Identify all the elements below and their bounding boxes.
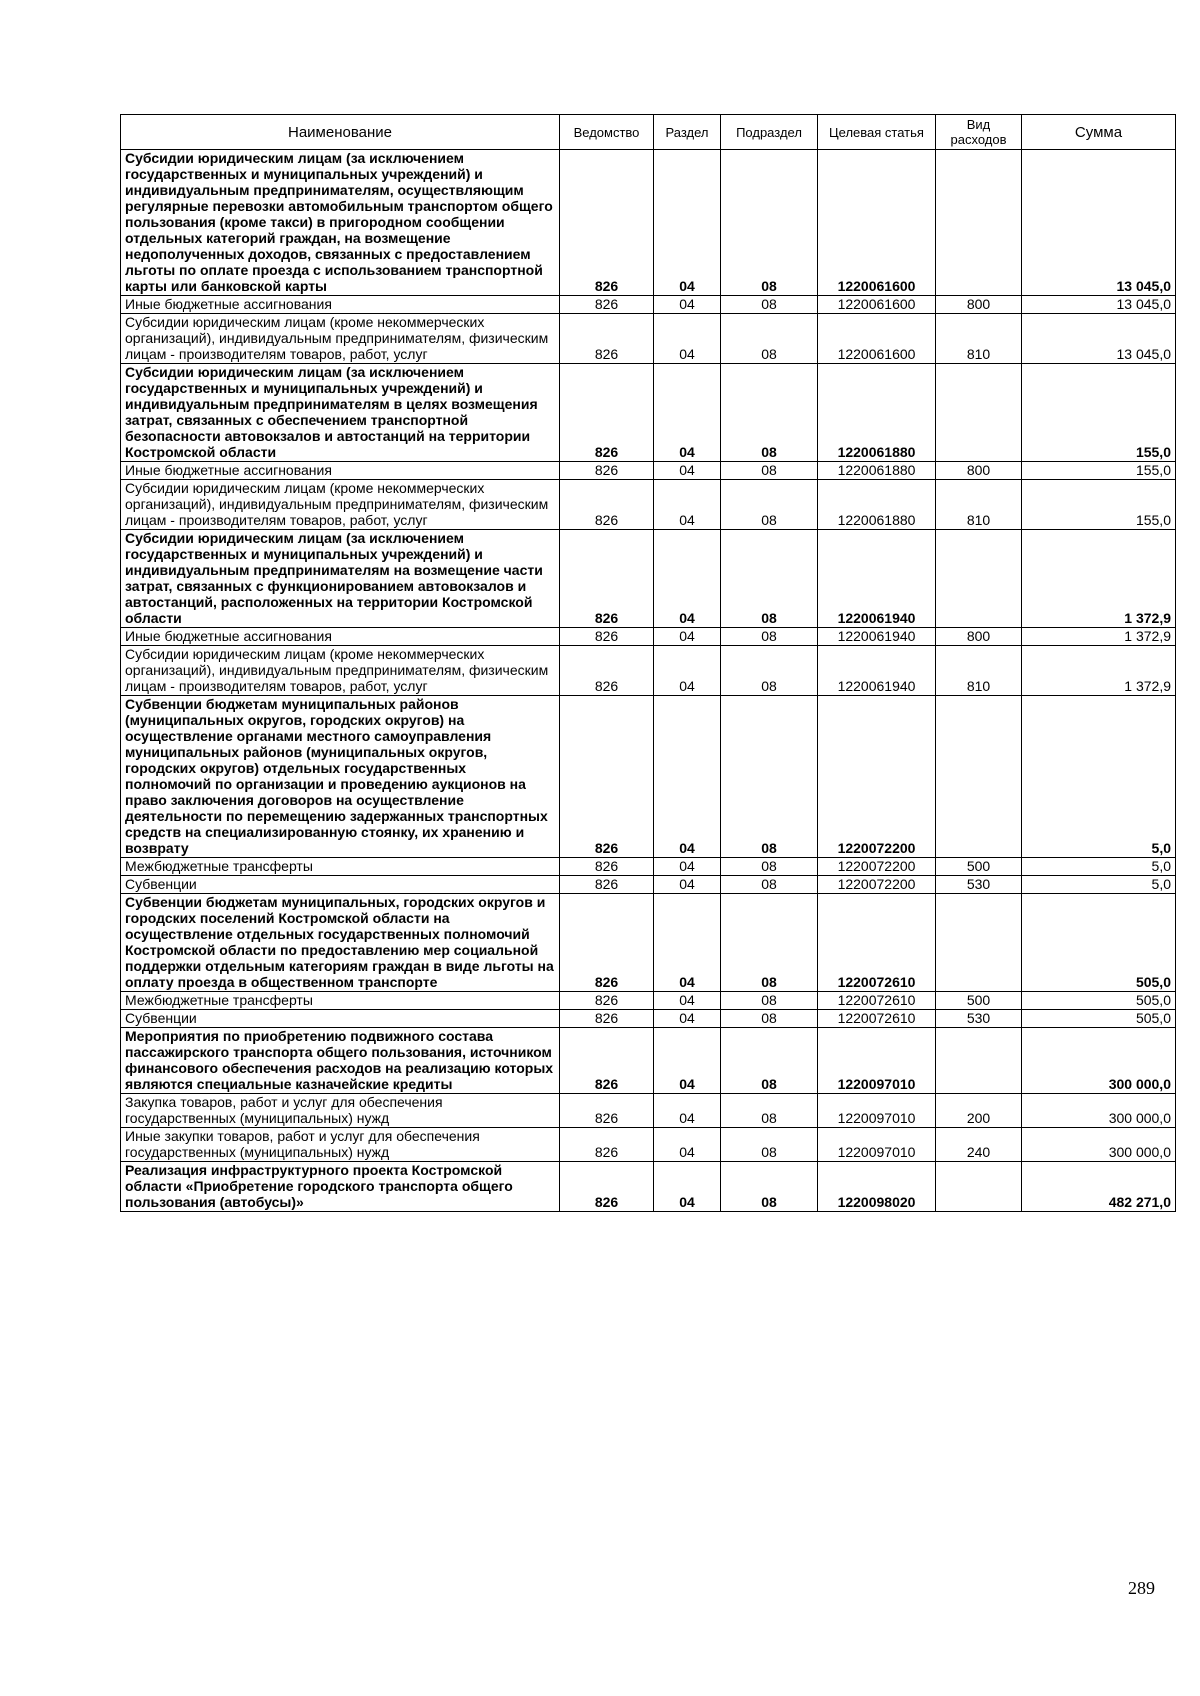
- cell-department: 826: [560, 876, 654, 894]
- cell-expense-type: 810: [936, 480, 1022, 530]
- cell-amount: 13 045,0: [1022, 296, 1176, 314]
- cell-expense-type: [936, 530, 1022, 628]
- cell-section: 04: [654, 1094, 721, 1128]
- cell-section: 04: [654, 314, 721, 364]
- header-row: [121, 115, 1176, 150]
- cell-section: 04: [654, 876, 721, 894]
- cell-amount: 155,0: [1022, 462, 1176, 480]
- cell-target-item: 1220098020: [818, 1162, 936, 1212]
- cell-section: 04: [654, 462, 721, 480]
- cell-name: Закупка товаров, работ и услуг для обеспечения государственных (муниципальных) нужд: [121, 1094, 560, 1128]
- cell-section: 04: [654, 858, 721, 876]
- cell-expense-type: 800: [936, 628, 1022, 646]
- table-row: [121, 646, 1176, 696]
- cell-subsection: 08: [721, 1010, 818, 1028]
- table-row: [121, 1094, 1176, 1128]
- cell-section: 04: [654, 1010, 721, 1028]
- table-row: [121, 1128, 1176, 1162]
- cell-target-item: 1220072610: [818, 1010, 936, 1028]
- cell-department: 826: [560, 530, 654, 628]
- cell-target-item: 1220061940: [818, 530, 936, 628]
- cell-name: Субвенции: [121, 876, 560, 894]
- cell-target-item: 1220061600: [818, 314, 936, 364]
- cell-target-item: 1220072610: [818, 992, 936, 1010]
- cell-expense-type: 530: [936, 876, 1022, 894]
- cell-amount: 1 372,9: [1022, 646, 1176, 696]
- cell-section: 04: [654, 646, 721, 696]
- cell-expense-type: [936, 1162, 1022, 1212]
- cell-name: Субвенции бюджетам муниципальных, городских округов и городских поселений Костромской области на осуществление отдельных государственных полномочий Костромской области по предоставлению мер социальной поддержки отдельным категориям граждан в виде льготы на оплату проезда в общественном транспорте: [121, 894, 560, 992]
- cell-amount: 155,0: [1022, 364, 1176, 462]
- cell-amount: 505,0: [1022, 894, 1176, 992]
- cell-expense-type: 500: [936, 858, 1022, 876]
- cell-subsection: 08: [721, 1128, 818, 1162]
- cell-target-item: 1220072200: [818, 876, 936, 894]
- cell-target-item: 1220061600: [818, 296, 936, 314]
- table-row: [121, 314, 1176, 364]
- cell-expense-type: [936, 1028, 1022, 1094]
- cell-name: Субсидии юридическим лицам (за исключением государственных и муниципальных учреждений) и индивидуальным предпринимателям в целях возмещения затрат, связанных с обеспечением транспортной безопасности автовокзалов и автостанций на территории Костромской области: [121, 364, 560, 462]
- cell-name: Субсидии юридическим лицам (кроме некоммерческих организаций), индивидуальным предпринимателям, физическим лицам - производителям товаров, работ, услуг: [121, 314, 560, 364]
- header-amount: Сумма: [1022, 115, 1176, 150]
- table-row: [121, 1162, 1176, 1212]
- cell-target-item: 1220061880: [818, 480, 936, 530]
- cell-name: Субсидии юридическим лицам (кроме некоммерческих организаций), индивидуальным предпринимателям, физическим лицам - производителям товаров, работ, услуг: [121, 646, 560, 696]
- cell-subsection: 08: [721, 992, 818, 1010]
- cell-expense-type: 200: [936, 1094, 1022, 1128]
- cell-amount: 505,0: [1022, 1010, 1176, 1028]
- cell-subsection: 08: [721, 296, 818, 314]
- cell-target-item: 1220072610: [818, 894, 936, 992]
- table-row: [121, 876, 1176, 894]
- cell-expense-type: 530: [936, 1010, 1022, 1028]
- cell-section: 04: [654, 1028, 721, 1094]
- cell-department: 826: [560, 1028, 654, 1094]
- cell-amount: 5,0: [1022, 696, 1176, 858]
- page-number: 289: [1128, 1578, 1155, 1598]
- table-row: [121, 858, 1176, 876]
- cell-target-item: 1220061940: [818, 628, 936, 646]
- cell-expense-type: 500: [936, 992, 1022, 1010]
- cell-name: Субвенции: [121, 1010, 560, 1028]
- cell-name: Субсидии юридическим лицам (за исключением государственных и муниципальных учреждений) и индивидуальным предпринимателям, осуществляющим регулярные перевозки автомобильным транспортом общего пользования (кроме такси) в пригородном сообщении отдельных категорий граждан, на возмещение недополученных доходов, связанных с предоставлением льготы по оплате проезда с использованием транспортной карты или банковской карты: [121, 150, 560, 296]
- cell-department: 826: [560, 858, 654, 876]
- table-row: [121, 696, 1176, 858]
- header-subsection: Подраздел: [721, 115, 818, 150]
- cell-name: Иные закупки товаров, работ и услуг для обеспечения государственных (муниципальных) нужд: [121, 1128, 560, 1162]
- cell-target-item: 1220061940: [818, 646, 936, 696]
- cell-name: Иные бюджетные ассигнования: [121, 296, 560, 314]
- cell-target-item: 1220061880: [818, 364, 936, 462]
- cell-name: Субсидии юридическим лицам (за исключением государственных и муниципальных учреждений) и индивидуальным предпринимателям на возмещение части затрат, связанных с функционированием автовокзалов и автостанций, расположенных на территории Костромской области: [121, 530, 560, 628]
- header-department: Ведомство: [560, 115, 654, 150]
- cell-department: 826: [560, 296, 654, 314]
- table-row: [121, 364, 1176, 462]
- cell-section: 04: [654, 364, 721, 462]
- cell-subsection: 08: [721, 462, 818, 480]
- cell-section: 04: [654, 628, 721, 646]
- cell-amount: 155,0: [1022, 480, 1176, 530]
- header-expense-type: Вид расходов: [936, 115, 1022, 150]
- cell-subsection: 08: [721, 894, 818, 992]
- cell-section: 04: [654, 480, 721, 530]
- cell-expense-type: [936, 894, 1022, 992]
- table-row: [121, 628, 1176, 646]
- cell-subsection: 08: [721, 628, 818, 646]
- cell-amount: 482 271,0: [1022, 1162, 1176, 1212]
- table-row: [121, 1010, 1176, 1028]
- cell-section: 04: [654, 1128, 721, 1162]
- cell-section: 04: [654, 992, 721, 1010]
- cell-target-item: 1220097010: [818, 1028, 936, 1094]
- cell-name: Межбюджетные трансферты: [121, 992, 560, 1010]
- table-header: [121, 115, 1176, 150]
- cell-subsection: 08: [721, 696, 818, 858]
- cell-subsection: 08: [721, 646, 818, 696]
- cell-subsection: 08: [721, 876, 818, 894]
- cell-expense-type: 810: [936, 314, 1022, 364]
- cell-target-item: 1220072200: [818, 858, 936, 876]
- cell-department: 826: [560, 894, 654, 992]
- table-row: [121, 1028, 1176, 1094]
- cell-expense-type: [936, 150, 1022, 296]
- cell-amount: 5,0: [1022, 858, 1176, 876]
- cell-department: 826: [560, 646, 654, 696]
- cell-department: 826: [560, 314, 654, 364]
- table-body: [121, 150, 1176, 1212]
- cell-expense-type: 810: [936, 646, 1022, 696]
- cell-section: 04: [654, 894, 721, 992]
- cell-subsection: 08: [721, 364, 818, 462]
- cell-department: 826: [560, 1094, 654, 1128]
- cell-name: Мероприятия по приобретению подвижного состава пассажирского транспорта общего пользования, источником финансового обеспечения расходов на реализацию которых являются специальные казначейские кредиты: [121, 1028, 560, 1094]
- cell-department: 826: [560, 462, 654, 480]
- cell-section: 04: [654, 1162, 721, 1212]
- cell-subsection: 08: [721, 480, 818, 530]
- cell-department: 826: [560, 628, 654, 646]
- cell-section: 04: [654, 696, 721, 858]
- cell-target-item: 1220072200: [818, 696, 936, 858]
- cell-subsection: 08: [721, 530, 818, 628]
- table-row: [121, 150, 1176, 296]
- cell-amount: 5,0: [1022, 876, 1176, 894]
- cell-name: Иные бюджетные ассигнования: [121, 462, 560, 480]
- cell-department: 826: [560, 696, 654, 858]
- cell-expense-type: 240: [936, 1128, 1022, 1162]
- cell-department: 826: [560, 1010, 654, 1028]
- cell-department: 826: [560, 480, 654, 530]
- cell-amount: 300 000,0: [1022, 1128, 1176, 1162]
- cell-department: 826: [560, 364, 654, 462]
- cell-section: 04: [654, 150, 721, 296]
- cell-amount: 1 372,9: [1022, 628, 1176, 646]
- cell-target-item: 1220061600: [818, 150, 936, 296]
- header-name: Наименование: [121, 115, 560, 150]
- cell-amount: 505,0: [1022, 992, 1176, 1010]
- cell-department: 826: [560, 1162, 654, 1212]
- cell-subsection: 08: [721, 314, 818, 364]
- cell-subsection: 08: [721, 150, 818, 296]
- cell-expense-type: [936, 696, 1022, 858]
- cell-section: 04: [654, 530, 721, 628]
- header-target-item: Целевая статья: [818, 115, 936, 150]
- cell-expense-type: 800: [936, 462, 1022, 480]
- cell-target-item: 1220097010: [818, 1128, 936, 1162]
- table-row: [121, 462, 1176, 480]
- table-row: [121, 296, 1176, 314]
- budget-table: [120, 114, 1176, 1212]
- cell-amount: 1 372,9: [1022, 530, 1176, 628]
- cell-subsection: 08: [721, 858, 818, 876]
- cell-name: Субсидии юридическим лицам (кроме некоммерческих организаций), индивидуальным предпринимателям, физическим лицам - производителям товаров, работ, услуг: [121, 480, 560, 530]
- cell-name: Межбюджетные трансферты: [121, 858, 560, 876]
- cell-expense-type: 800: [936, 296, 1022, 314]
- cell-name: Субвенции бюджетам муниципальных районов (муниципальных округов, городских округов) на осуществление органами местного самоуправления муниципальных районов (муниципальных округов, городских округов) отдельных государственных полномочий по организации и проведению аукционов на право заключения договоров на осуществление деятельности по перемещению задержанных транспортных средств на специализированную стоянку, их хранению и возврату: [121, 696, 560, 858]
- cell-department: 826: [560, 1128, 654, 1162]
- table-row: [121, 530, 1176, 628]
- cell-subsection: 08: [721, 1094, 818, 1128]
- cell-amount: 13 045,0: [1022, 150, 1176, 296]
- cell-subsection: 08: [721, 1162, 818, 1212]
- cell-section: 04: [654, 296, 721, 314]
- cell-name: Иные бюджетные ассигнования: [121, 628, 560, 646]
- cell-target-item: 1220061880: [818, 462, 936, 480]
- table-row: [121, 894, 1176, 992]
- cell-subsection: 08: [721, 1028, 818, 1094]
- cell-target-item: 1220097010: [818, 1094, 936, 1128]
- header-section: Раздел: [654, 115, 721, 150]
- table-row: [121, 480, 1176, 530]
- cell-department: 826: [560, 150, 654, 296]
- cell-name: Реализация инфраструктурного проекта Костромской области «Приобретение городского транспорта общего пользования (автобусы)»: [121, 1162, 560, 1212]
- table-row: [121, 992, 1176, 1010]
- cell-department: 826: [560, 992, 654, 1010]
- cell-amount: 13 045,0: [1022, 314, 1176, 364]
- cell-expense-type: [936, 364, 1022, 462]
- cell-amount: 300 000,0: [1022, 1094, 1176, 1128]
- cell-amount: 300 000,0: [1022, 1028, 1176, 1094]
